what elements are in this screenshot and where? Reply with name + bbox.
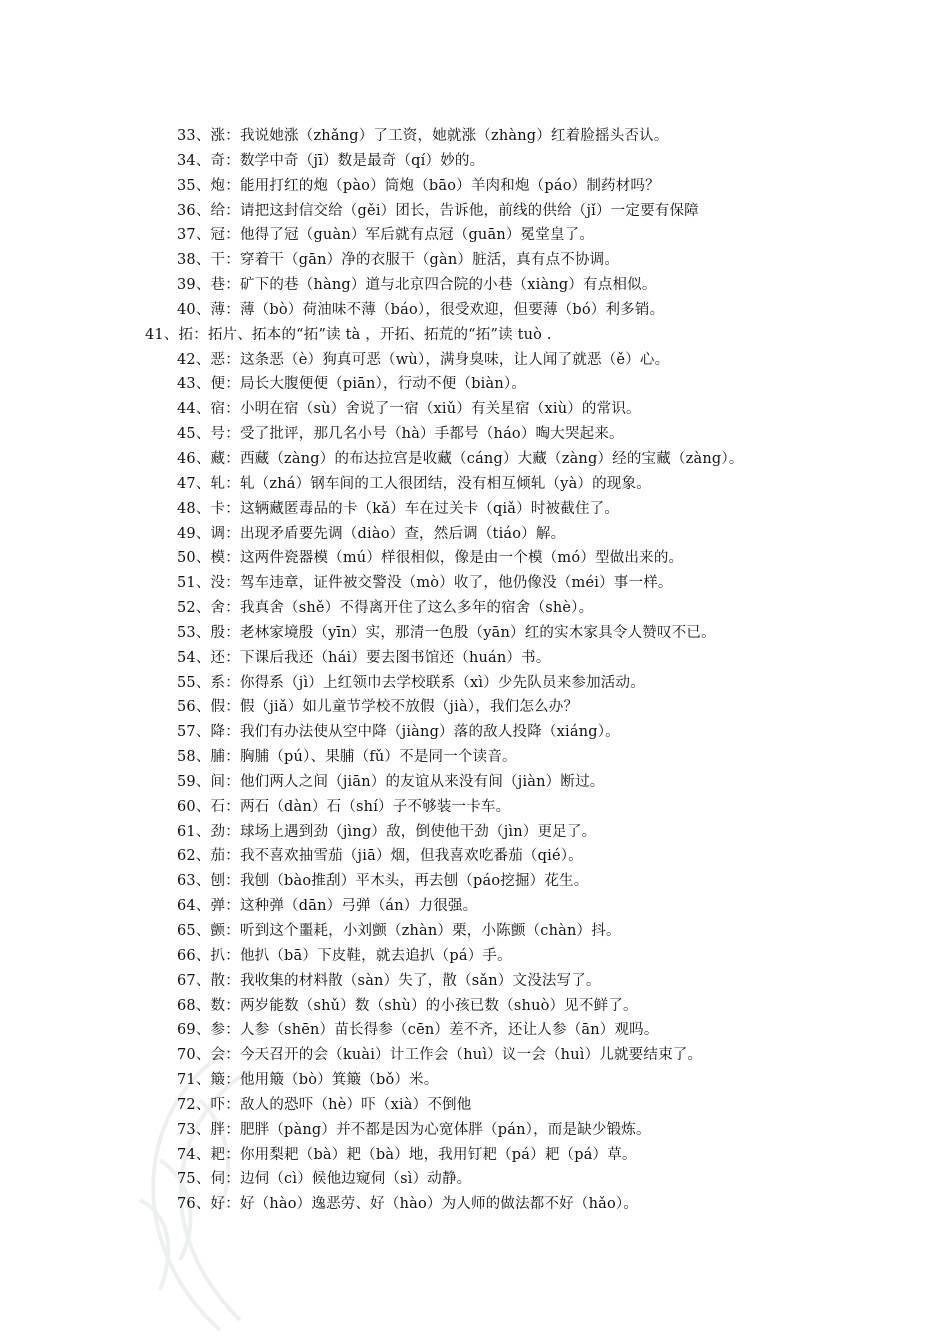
- list-item: 71、簸：他用簸（bò）箕簸（bǒ）米。: [177, 1072, 439, 1089]
- list-item: 47、轧：轧（zhá）钢车间的工人很团结，没有相互倾轧（yà）的现象。: [177, 475, 651, 492]
- list-item: 76、好：好（hào）逸恶劳、好（hào）为人师的做法都不好（hǎo）。: [177, 1196, 639, 1213]
- list-item: 42、恶：这条恶（è）狗真可恶（wù），满身臭味，让人闻了就恶（ě）心。: [177, 351, 670, 368]
- list-item: 68、数：两岁能数（shǔ）数（shù）的小孩已数（shuò）见不鲜了。: [177, 997, 638, 1014]
- list-item: 61、劲：球场上遇到劲（jìng）敌，倒使他干劲（jìn）更足了。: [177, 823, 597, 840]
- list-item: 72、吓：敌人的恐吓（hè）吓（xià）不倒他: [177, 1096, 472, 1113]
- list-item: 40、薄：薄（bò）荷油味不薄（báo），很受欢迎，但要薄（bó）利多销。: [177, 301, 665, 318]
- list-item: 44、宿：小明在宿（sù）舍说了一宿（xiǔ）有关星宿（xiù）的常识。: [177, 401, 641, 418]
- list-item: 60、石：两石（dàn）石（shí）子不够装一卡车。: [177, 798, 511, 815]
- list-item: 69、参：人参（shēn）苗长得参（cēn）差不齐，还让人参（ān）观吗。: [177, 1022, 659, 1039]
- list-item: 46、藏：西藏（zàng）的布达拉宫是收藏（cáng）大藏（zàng）经的宝藏（zàng）。: [177, 450, 744, 467]
- list-item: 65、颤：听到这个噩耗，小刘颤（zhàn）栗，小陈颤（chàn）抖。: [177, 923, 621, 939]
- list-item: 38、干：穿着干（gān）净的衣服干（gàn）脏活，真有点不协调。: [177, 252, 620, 269]
- list-item: 35、炮：能用打红的炮（pào）筒炮（bāo）羊肉和炮（páo）制药材吗？: [177, 177, 660, 194]
- list-item: 50、模：这两件瓷器模（mú）样很相似，像是由一个模（mó）型做出来的。: [177, 550, 684, 567]
- list-item: 57、降：我们有办法使从空中降（jiàng）落的敌人投降（xiáng）。: [177, 724, 620, 741]
- list-item: 75、伺：边伺（cì）候他边窥伺（sì）动静。: [177, 1171, 472, 1188]
- list-item: 37、冠：他得了冠（guàn）军后就有点冠（guān）冕堂皇了。: [177, 227, 595, 244]
- list-item: 36、给：请把这封信交给（gěi）团长，告诉他，前线的供给（jǐ）一定要有保障: [177, 202, 699, 219]
- list-item: 59、间：他们两人之间（jiān）的友谊从来没有间（jiàn）断过。: [177, 773, 605, 790]
- list-item: 33、涨：我说她涨（zhǎng）了工资，她就涨（zhàng）红着脸摇头否认。: [177, 128, 669, 144]
- list-item: 53、殷：老林家境殷（yīn）实，那清一色殷（yān）红的实木家具令人赞叹不已。: [177, 624, 716, 641]
- list-item: 51、没：驾车违章，证件被交警没（mò）收了，他仍像没（méi）事一样。: [177, 575, 673, 592]
- list-item: 39、巷：矿下的巷（hàng）道与北京四合院的小巷（xiàng）有点相似。: [177, 277, 657, 294]
- list-item: 45、号：受了批评，那几名小号（hà）手都号（háo）啕大哭起来。: [177, 426, 624, 443]
- list-item: 73、胖：肥胖（pàng）并不都是因为心宽体胖（pán），而是缺少锻炼。: [177, 1121, 651, 1138]
- list-item: 58、脯：胸脯（pú）、果脯（fǔ）不是同一个读音。: [177, 749, 517, 766]
- list-item: 52、舍：我真舍（shě）不得离开住了这么多年的宿舍（shè）。: [177, 600, 594, 617]
- list-item: 48、卡：这辆藏匿毒品的卡（kǎ）车在过关卡（qiǎ）时被截住了。: [177, 500, 620, 517]
- polyphonic-character-list: [0, 124, 950, 1217]
- list-item: 34、奇：数学中奇（jī）数是最奇（qí）妙的。: [177, 152, 485, 169]
- list-item: 54、还：下课后我还（hái）要去图书馆还（huán）书。: [177, 649, 551, 666]
- list-item: 66、扒：他扒（bā）下皮鞋，就去追扒（pá）手。: [177, 947, 512, 964]
- list-item: 74、耙：你用梨耙（bà）耙（bà）地，我用钉耙（pá）耙（pá）草。: [177, 1146, 637, 1163]
- list-item: 55、系：你得系（jì）上红领巾去学校联系（xì）少先队员来参加活动。: [177, 674, 645, 691]
- list-item: 41、拓：拓片、拓本的“拓”读 tà ，开拓、拓荒的“拓”读 tuò .: [145, 326, 552, 343]
- list-item: 62、茄：我不喜欢抽雪茄（jiā）烟，但我喜欢吃番茄（qié）。: [177, 848, 583, 865]
- list-item: 70、会：今天召开的会（kuài）计工作会（huì）议一会（huì）儿就要结束了。: [177, 1047, 703, 1064]
- list-item: 43、便：局长大腹便便（piān），行动不便（biàn）。: [177, 376, 527, 393]
- list-item: 64、弹：这种弹（dān）弓弹（án）力很强。: [177, 898, 478, 915]
- list-item: 67、散：我收集的材料散（sàn）失了，散（sǎn）文没法写了。: [177, 972, 601, 989]
- list-item: 56、假：假（jiǎ）如儿童节学校不放假（jià），我们怎么办？: [177, 699, 579, 716]
- list-item: 63、刨：我刨（bào推刮）平木头，再去刨（páo挖掘）花生。: [177, 873, 589, 890]
- list-item: 49、调：出现矛盾要先调（diào）查，然后调（tiáo）解。: [177, 525, 566, 542]
